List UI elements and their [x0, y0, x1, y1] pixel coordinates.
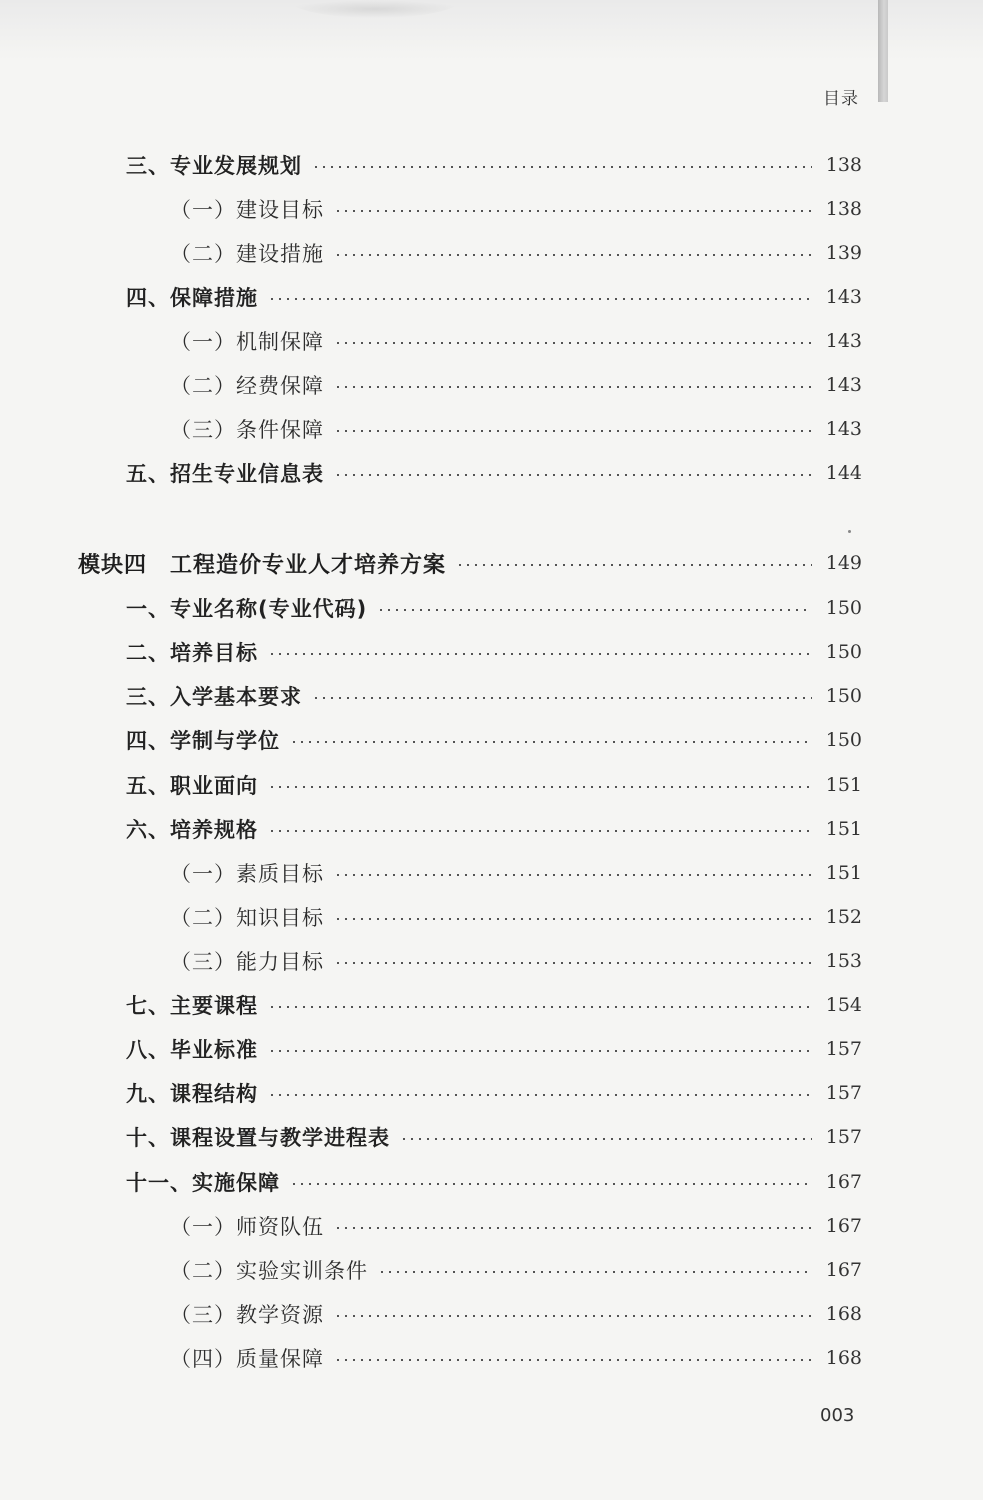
toc-entry[interactable]: [0, 990, 983, 1020]
toc-entry[interactable]: [0, 1167, 983, 1197]
toc-page-number: 152: [825, 906, 862, 928]
toc-entry[interactable]: [0, 1299, 983, 1329]
toc-entry-title: 六、培养规格: [126, 818, 258, 842]
dot-leader: [456, 564, 812, 566]
toc-entry[interactable]: [0, 637, 983, 667]
dot-leader: [268, 298, 812, 300]
toc-entry-title: （二）建设措施: [170, 242, 324, 266]
toc-entry-title: 三、专业发展规划: [126, 154, 302, 178]
toc-module-entry[interactable]: [0, 548, 983, 578]
dot-leader: [334, 430, 812, 432]
toc-entry[interactable]: [0, 414, 983, 444]
toc-page-number: 157: [825, 1126, 862, 1148]
toc-entry[interactable]: [0, 725, 983, 755]
toc-entry[interactable]: [0, 814, 983, 844]
dot-leader: [334, 474, 812, 476]
toc-entry-title: （四）质量保障: [170, 1347, 324, 1371]
toc-page-number: 168: [825, 1303, 862, 1325]
toc-entry-title: 十、课程设置与教学进程表: [126, 1126, 390, 1150]
toc-page-number: 168: [825, 1347, 862, 1369]
toc-entry-title: 一、专业名称(专业代码): [126, 597, 368, 621]
toc-entry-title: （二）经费保障: [170, 374, 324, 398]
toc-entry-title: （一）师资队伍: [170, 1215, 324, 1239]
toc-entry[interactable]: [0, 326, 983, 356]
toc-entry-title: 模块四 工程造价专业人才培养方案: [78, 551, 447, 578]
toc-entry[interactable]: [0, 194, 983, 224]
toc-entry-title: （二）实验实训条件: [170, 1259, 368, 1283]
toc-entry[interactable]: [0, 902, 983, 932]
toc-entry-title: 三、入学基本要求: [126, 685, 302, 709]
toc-page-number: 150: [825, 641, 862, 663]
dot-leader: [290, 1183, 812, 1185]
dot-leader: [268, 830, 812, 832]
dot-leader: [400, 1138, 812, 1140]
toc-page-number: 153: [825, 950, 862, 972]
toc-page-number: 143: [825, 418, 862, 440]
toc-entry[interactable]: [0, 681, 983, 711]
toc-page-number: 144: [825, 462, 862, 484]
toc-entry-title: 四、学制与学位: [126, 729, 280, 753]
dot-leader: [334, 254, 812, 256]
toc-entry[interactable]: [0, 1255, 983, 1285]
toc-page-number: 138: [825, 154, 862, 176]
dot-leader: [377, 609, 812, 611]
toc-page-number: 157: [825, 1038, 862, 1060]
toc-page-number: 143: [825, 286, 862, 308]
toc-page-number: 143: [825, 374, 862, 396]
dot-leader: [268, 1050, 812, 1052]
toc-entry-title: （一）机制保障: [170, 330, 324, 354]
toc-entry-title: 七、主要课程: [126, 994, 258, 1018]
binding-edge-mark: [878, 0, 888, 102]
toc-entry[interactable]: [0, 1078, 983, 1108]
dot-leader: [334, 210, 812, 212]
toc-entry-title: 四、保障措施: [126, 286, 258, 310]
dot-leader: [378, 1271, 812, 1273]
dot-leader: [334, 1227, 812, 1229]
toc-entry[interactable]: [0, 1034, 983, 1064]
toc-entry-title: （二）知识目标: [170, 906, 324, 930]
toc-entry[interactable]: [0, 238, 983, 268]
toc-entry-title: （三）条件保障: [170, 418, 324, 442]
dot-leader: [312, 697, 812, 699]
toc-page-number: 151: [825, 818, 862, 840]
toc-entry[interactable]: [0, 370, 983, 400]
toc-entry-title: 九、课程结构: [126, 1082, 258, 1106]
toc-page-number: 154: [825, 994, 862, 1016]
toc-entry-title: 八、毕业标准: [126, 1038, 258, 1062]
toc-page-number: 149: [825, 552, 862, 574]
toc-entry-title: 五、招生专业信息表: [126, 462, 324, 486]
dot-leader: [268, 786, 812, 788]
toc-page-number: 151: [825, 862, 862, 884]
toc-entry[interactable]: [0, 1343, 983, 1373]
dot-leader: [290, 741, 812, 743]
toc-page-number: 150: [825, 729, 862, 751]
toc-page-number: 167: [825, 1259, 862, 1281]
dot-leader: [334, 918, 812, 920]
dot-leader: [334, 1315, 812, 1317]
toc-entry-title: 五、职业面向: [126, 774, 258, 798]
dot-leader: [334, 342, 812, 344]
toc-entry-title: 十一、实施保障: [126, 1171, 280, 1195]
toc-entry-title: （一）建设目标: [170, 198, 324, 222]
toc-page-number: 150: [825, 597, 862, 619]
dot-leader: [268, 1006, 812, 1008]
toc-entry[interactable]: [0, 458, 983, 488]
dot-leader: [268, 1094, 812, 1096]
toc-entry[interactable]: [0, 770, 983, 800]
toc-entry[interactable]: [0, 150, 983, 180]
scan-speck: [848, 530, 851, 533]
dot-leader: [268, 653, 812, 655]
toc-entry-title: （三）教学资源: [170, 1303, 324, 1327]
toc-page-number: 143: [825, 330, 862, 352]
toc-entry-title: （一）素质目标: [170, 862, 324, 886]
toc-entry-title: （三）能力目标: [170, 950, 324, 974]
toc-page-number: 150: [825, 685, 862, 707]
toc-page-number: 138: [825, 198, 862, 220]
dot-leader: [334, 874, 812, 876]
toc-entry[interactable]: [0, 282, 983, 312]
toc-entry[interactable]: [0, 1122, 983, 1152]
page-number: 003: [820, 1405, 855, 1426]
dot-leader: [334, 1359, 812, 1361]
dot-leader: [334, 962, 812, 964]
dot-leader: [312, 166, 812, 168]
toc-page-number: 139: [825, 242, 862, 264]
toc-page-number: 167: [825, 1171, 862, 1193]
toc-entry[interactable]: [0, 593, 983, 623]
toc-entry[interactable]: [0, 858, 983, 888]
toc-entry[interactable]: [0, 946, 983, 976]
toc-entry[interactable]: [0, 1211, 983, 1241]
dot-leader: [334, 386, 812, 388]
toc-page-number: 167: [825, 1215, 862, 1237]
toc-page-number: 157: [825, 1082, 862, 1104]
running-header: 目录: [823, 89, 859, 109]
toc-entry-title: 二、培养目标: [126, 641, 258, 665]
toc-page-number: 151: [825, 774, 862, 796]
